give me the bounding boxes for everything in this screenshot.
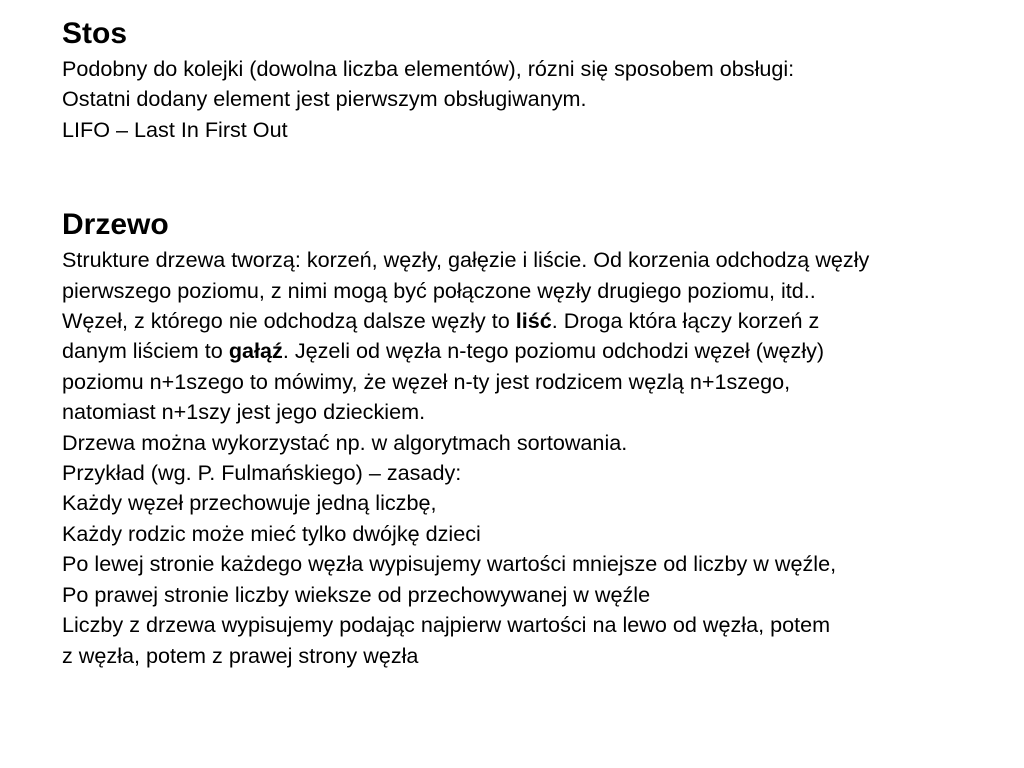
stack-line-2: Ostatni dodany element jest pierwszym obsługiwanym. xyxy=(62,86,587,112)
tree-line-12: Po prawej stronie liczby wieksze od przechowywanej w węźle xyxy=(62,581,651,607)
tree-line-11: Po lewej stronie każdego węzła wypisujemy wartości mniejsze od liczby w węźle, xyxy=(62,551,837,577)
tree-line-3 xyxy=(62,306,1024,336)
slide-content xyxy=(62,14,1024,671)
tree-line-2: pierwszego poziomu, z nimi mogą być połączone węzły drugiego poziomu, itd.. xyxy=(62,277,816,303)
term-leaf: liść xyxy=(515,308,552,334)
section-title-tree: Drzewo xyxy=(62,208,169,242)
section-title-stack: Stos xyxy=(62,17,128,50)
stack-line-1: Podobny do kolejki (dowolna liczba elementów), rózni się sposobem obsługi: xyxy=(62,56,795,81)
stack-line-3: LIFO – Last In First Out xyxy=(62,116,288,142)
tree-line-7: Drzewa można wykorzystać np. w algorytmach sortowania. xyxy=(62,429,628,455)
tree-line-14: z węzła, potem z prawej strony węzła xyxy=(62,642,419,668)
tree-line-4-text-a: danym liściem to xyxy=(62,338,229,364)
tree-line-13: Liczby z drzewa wypisujemy podając najpierw wartości na lewo od węzła, potem xyxy=(62,612,831,638)
tree-line-3-text-a: Węzeł, z którego nie odchodzą dalsze węzły to xyxy=(62,308,516,334)
tree-line-4-text-b: . Jęzeli od węzła n-tego poziomu odchodzi węzeł (węzły) xyxy=(282,338,825,364)
tree-line-4 xyxy=(62,336,1024,366)
tree-line-8: Przykład (wg. P. Fulmańskiego) – zasady: xyxy=(62,460,462,486)
tree-line-3-text-b: . Droga która łączy korzeń z xyxy=(551,308,820,334)
tree-line-10: Każdy rodzic może mieć tylko dwójkę dzieci xyxy=(62,520,481,546)
term-branch: gałąź xyxy=(228,338,283,364)
tree-line-6: natomiast n+1szy jest jego dzieckiem. xyxy=(62,399,426,425)
tree-line-5: poziomu n+1szego to mówimy, że węzeł n-ty jest rodzicem węzlą n+1szego, xyxy=(62,368,791,394)
tree-line-1: Strukture drzewa tworzą: korzeń, węzły, gałęzie i liście. Od korzenia odchodzą węzły xyxy=(62,247,870,273)
tree-line-9: Każdy węzeł przechowuje jedną liczbę, xyxy=(62,490,437,516)
section-gap xyxy=(62,145,1024,205)
